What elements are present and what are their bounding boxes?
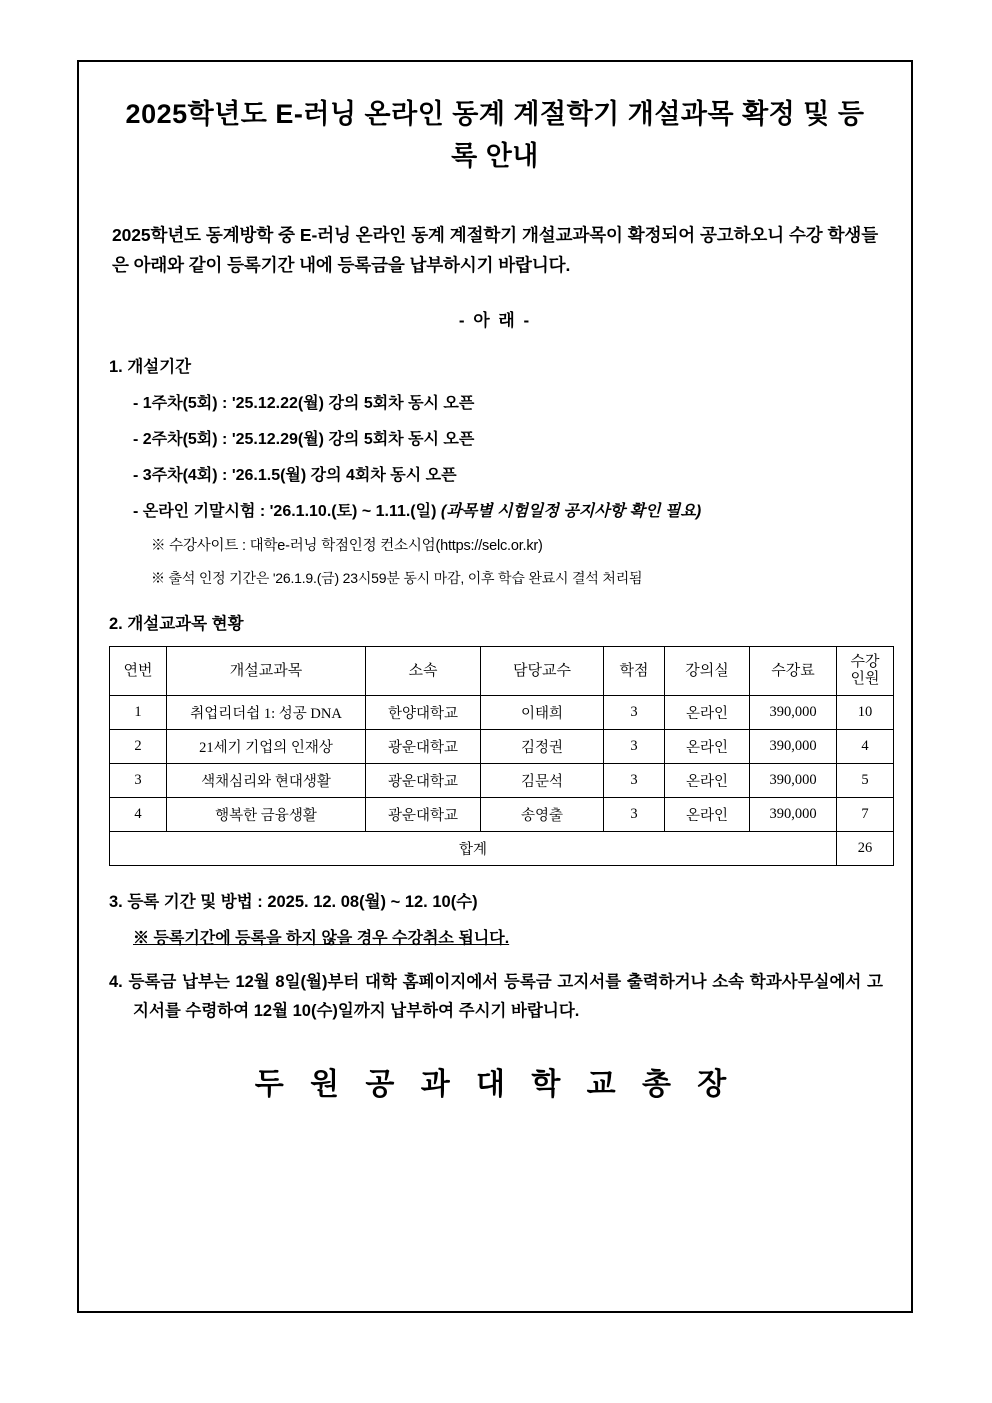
cell-credit: 3 <box>604 730 665 764</box>
page-title: 2025학년도 E-러닝 온라인 동계 계절학기 개설과목 확정 및 등록 안내 <box>125 99 865 171</box>
cell-no: 3 <box>110 764 167 798</box>
intro-paragraph: 2025학년도 동계방학 중 E-러닝 온라인 동계 계절학기 개설교과목이 확정되어 공고하오니 수강 학생들은 아래와 같이 등록기간 내에 등록금을 납부하시기 바랍니다. <box>112 224 878 275</box>
document-frame <box>77 60 913 1313</box>
cell-credit: 3 <box>604 798 665 832</box>
cell-no: 1 <box>110 696 167 730</box>
cell-course: 색채심리와 현대생활 <box>167 764 366 798</box>
col-header-professor: 담당교수 <box>481 646 604 696</box>
total-label: 합계 <box>110 832 837 866</box>
cell-dept: 광운대학교 <box>366 730 481 764</box>
cell-credit: 3 <box>604 764 665 798</box>
arae-divider-text: - 아 래 - <box>458 310 532 330</box>
cell-course: 21세기 기업의 인재상 <box>167 730 366 764</box>
col-header-capacity: 수강 인원 <box>837 646 894 696</box>
table-row <box>110 730 894 764</box>
cell-room: 온라인 <box>665 764 750 798</box>
section-1-exam-item <box>107 498 883 521</box>
cell-room: 온라인 <box>665 730 750 764</box>
cell-room: 온라인 <box>665 798 750 832</box>
exam-label: - 온라인 기말시험 : '26.1.10.(토) ~ 1.11.(일) <box>133 502 441 520</box>
cell-fee: 390,000 <box>750 696 837 730</box>
cell-no: 4 <box>110 798 167 832</box>
cell-professor: 송영출 <box>481 798 604 832</box>
cell-no: 2 <box>110 730 167 764</box>
cell-professor: 김문석 <box>481 764 604 798</box>
col-header-credit: 학점 <box>604 646 665 696</box>
table-row <box>110 764 894 798</box>
section-1-item-3: - 3주차(4회) : '26.1.5(월) 강의 4회차 동시 오픈 <box>133 466 457 484</box>
section-3-note-underline: ※ 등록기간에 등록을 하지 않을 경우 수강취소 됩니다. <box>133 930 510 948</box>
courses-table-header <box>110 646 894 696</box>
courses-table <box>109 646 894 867</box>
cell-capacity: 4 <box>837 730 894 764</box>
cell-fee: 390,000 <box>750 730 837 764</box>
col-header-no: 연번 <box>110 646 167 696</box>
total-capacity: 26 <box>837 832 894 866</box>
col-header-room: 강의실 <box>665 646 750 696</box>
table-total-row <box>110 832 894 866</box>
section-1-heading: 1. 개설기간 <box>109 357 192 376</box>
cell-professor: 김정권 <box>481 730 604 764</box>
section-1-item-1: - 1주차(5회) : '25.12.22(월) 강의 5회차 동시 오픈 <box>133 394 475 412</box>
cell-fee: 390,000 <box>750 798 837 832</box>
cell-dept: 광운대학교 <box>366 798 481 832</box>
cell-fee: 390,000 <box>750 764 837 798</box>
exam-note-italic: (과목별 시험일정 공지사항 확인 필요) <box>440 502 702 520</box>
col-header-course: 개설교과목 <box>167 646 366 696</box>
cell-dept: 광운대학교 <box>366 764 481 798</box>
section-4-paragraph: 4. 등록금 납부는 12월 8일(월)부터 대학 홈페이지에서 등록금 고지서를 출력하거나 소속 학과사무실에서 고지서를 수령하여 12월 10(수)일까지 납부하여 주시기 바랍니다. <box>109 973 883 1020</box>
section-1-item-2: - 2주차(5회) : '25.12.29(월) 강의 5회차 동시 오픈 <box>133 430 475 448</box>
col-header-dept: 소속 <box>366 646 481 696</box>
section-1-note-attendance: ※ 출석 인정 기간은 '26.1.9.(금) 23시59분 동시 마감, 이후 학습 완료시 결석 처리됨 <box>151 569 643 586</box>
table-row <box>110 696 894 730</box>
courses-table-body <box>110 696 894 866</box>
cell-room: 온라인 <box>665 696 750 730</box>
table-row <box>110 798 894 832</box>
cell-dept: 한양대학교 <box>366 696 481 730</box>
cell-capacity: 5 <box>837 764 894 798</box>
cell-capacity: 7 <box>837 798 894 832</box>
cell-professor: 이태희 <box>481 696 604 730</box>
table-header-row <box>110 646 894 696</box>
section-2-heading: 2. 개설교과목 현황 <box>109 614 244 633</box>
cell-capacity: 10 <box>837 696 894 730</box>
cell-course: 취업리더쉽 1: 성공 DNA <box>167 696 366 730</box>
section-3-note <box>107 925 883 948</box>
section-3-heading: 3. 등록 기간 및 방법 : 2025. 12. 08(월) ~ 12. 10(수) <box>109 893 478 912</box>
signature-line: 두 원 공 과 대 학 교 총 장 <box>254 1068 736 1102</box>
cell-course: 행복한 금융생활 <box>167 798 366 832</box>
col-header-fee: 수강료 <box>750 646 837 696</box>
section-1-note-site: ※ 수강사이트 : 대학e-러닝 학점인정 컨소시엄(https://selc.or.kr) <box>151 537 543 554</box>
cell-credit: 3 <box>604 696 665 730</box>
